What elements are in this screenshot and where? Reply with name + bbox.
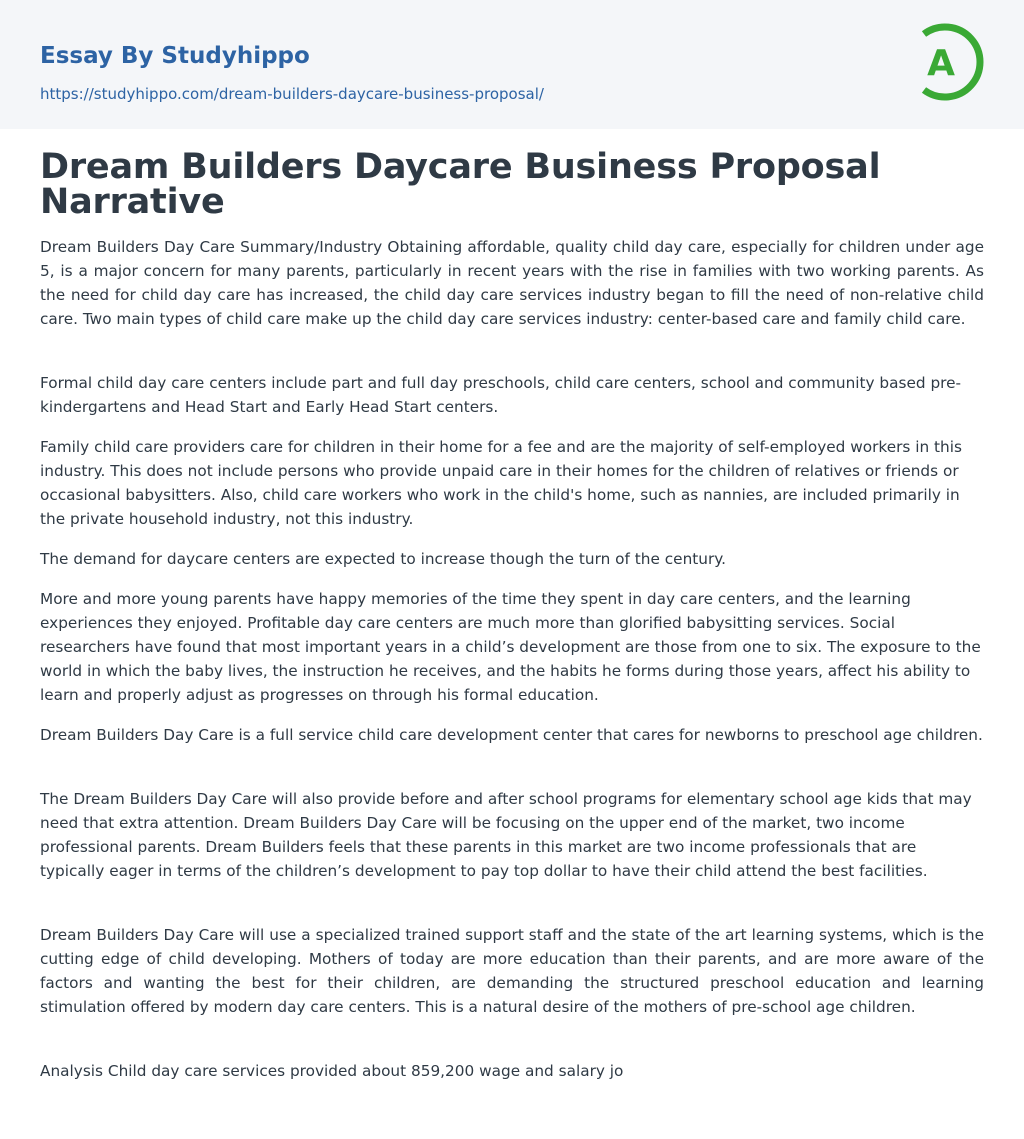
paragraph-5: More and more young parents have happy memories of the time they spent in day care centers, and the learning experiences they enjoyed. Profitable day care centers are much more than glorified babysitting services. Social researchers have found that most important years in a child’s development are those from one to six. The exposure to the world in which the baby lives, the instruction he receives, and the habits he forms during those years, affect his ability to learn and properly adjust as progresses on through his formal education. — [40, 590, 981, 704]
paragraph-4: The demand for daycare centers are expected to increase though the turn of the century. — [40, 550, 726, 568]
studyhippo-a-logo-icon[interactable] — [912, 18, 988, 106]
paragraph-7: The Dream Builders Day Care will also provide before and after school programs for elementary school age kids that may need that extra attention. Dream Builders Day Care will be focusing on the upper end of the market, two income professional parents. Dream Builders feels that these parents in this market are two income professionals that are typically eager in terms of the children’s development to pay top dollar to have their child attend the best facilities. — [40, 790, 972, 880]
paragraph-9: Analysis Child day care services provided about 859,200 wage and salary jo — [40, 1062, 624, 1080]
title-line-2: Narrative — [40, 182, 225, 222]
document-title — [40, 147, 984, 222]
paragraph-8: Dream Builders Day Care will use a specialized trained support staff and the state of the art learning systems, which is the cutting edge of child developing. Mothers of today are more education than their parents, and are more aware of the factors and wanting the best for their children, are demanding the structured preschool education and learning stimulation offered by modern day care centers. This is a natural desire of the mothers of pre-school age children. — [40, 926, 984, 1016]
logo-letter: A — [927, 43, 955, 84]
article — [40, 147, 984, 1080]
paragraph-6: Dream Builders Day Care is a full service child care development center that cares for newborns to preschool age children. — [40, 726, 983, 744]
paragraph-2: Formal child day care centers include part and full day preschools, child care centers, school and community based pre-kindergartens and Head Start and Early Head Start centers. — [40, 374, 962, 416]
brand-title[interactable]: Essay By Studyhippo — [40, 43, 310, 69]
source-url-link[interactable]: https://studyhippo.com/dream-builders-daycare-business-proposal/ — [40, 85, 544, 103]
paragraph-3: Family child care providers care for children in their home for a fee and are the majority of self-employed workers in this industry. This does not include persons who provide unpaid care in their homes for the children of relatives or friends or occasional babysitters. Also, child care workers who work in the child's home, such as nannies, are included primarily in the private household industry, not this industry. — [40, 438, 962, 528]
title-line-1: Dream Builders Daycare Business Proposal — [40, 147, 881, 187]
paragraph-1: Dream Builders Day Care Summary/Industry Obtaining affordable, quality child day care, especially for children under age 5, is a major concern for many parents, particularly in recent years with the rise in families with two working parents. As the need for child day care has increased, the child day care services industry began to fill the need of non-relative child care. Two main types of child care make up the child day care services industry: center-based care and family child care. — [40, 238, 984, 328]
site-header — [0, 0, 1024, 129]
